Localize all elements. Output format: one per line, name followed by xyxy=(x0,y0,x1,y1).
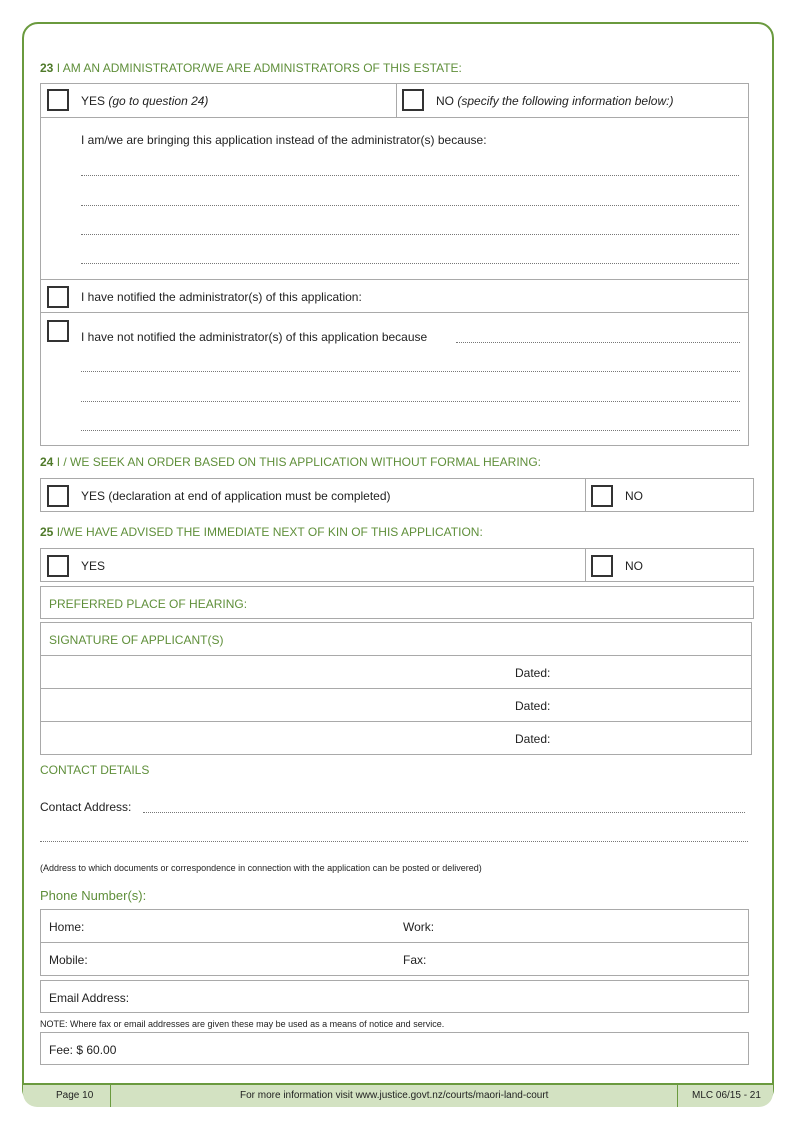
contact-address-label: Contact Address: xyxy=(40,800,132,814)
reason-line-4[interactable] xyxy=(81,263,739,264)
page-number: Page 10 xyxy=(56,1090,94,1101)
dated-label: Dated: xyxy=(515,699,551,713)
mobile-phone-field[interactable]: Mobile: xyxy=(49,953,88,967)
preferred-hearing-field[interactable] xyxy=(40,586,754,619)
q23-notified-row xyxy=(40,279,749,313)
q24-no-label: NO xyxy=(625,489,643,503)
preferred-hearing-label: PREFERRED PLACE OF HEARING: xyxy=(49,597,248,611)
reason-line-2[interactable] xyxy=(81,205,739,206)
footer-info: For more information visit www.justice.govt.nz/courts/maori-land-court xyxy=(240,1090,549,1101)
divider xyxy=(585,549,586,581)
notice-note: NOTE: Where fax or email addresses are given these may be used as a means of notice and service. xyxy=(40,1019,445,1029)
q23-no-label: NO (specify the following information below:) xyxy=(436,94,674,108)
email-field[interactable] xyxy=(40,980,749,1013)
not-notified-line-2[interactable] xyxy=(81,401,740,402)
signature-row[interactable] xyxy=(40,721,752,755)
dated-label: Dated: xyxy=(515,666,551,680)
divider xyxy=(585,479,586,511)
work-phone-field[interactable]: Work: xyxy=(403,920,435,934)
dated-label: Dated: xyxy=(515,732,551,746)
fee-box xyxy=(40,1032,749,1065)
form-code: MLC 06/15 - 21 xyxy=(692,1090,761,1101)
q23-yes-no-row xyxy=(40,83,749,118)
q23-notified-checkbox[interactable] xyxy=(47,286,69,308)
q25-row xyxy=(40,548,754,582)
reason-line-1[interactable] xyxy=(81,175,739,176)
email-label: Email Address: xyxy=(49,991,130,1005)
q23-yes-label: YES (go to question 24) xyxy=(81,94,209,108)
q24-yes-checkbox[interactable] xyxy=(47,485,69,507)
q24-heading: 24 I / WE SEEK AN ORDER BASED ON THIS APPLICATION WITHOUT FORMAL HEARING: xyxy=(40,455,542,469)
q23-heading xyxy=(40,61,462,75)
not-notified-line-0[interactable] xyxy=(456,342,740,343)
signature-row[interactable] xyxy=(40,655,752,689)
q24-row xyxy=(40,478,754,512)
signature-row[interactable] xyxy=(40,688,752,722)
q25-no-label: NO xyxy=(625,559,643,573)
q25-no-checkbox[interactable] xyxy=(591,555,613,577)
reason-line-3[interactable] xyxy=(81,234,739,235)
q23-no-checkbox[interactable] xyxy=(402,89,424,111)
home-phone-field[interactable]: Home: xyxy=(49,920,85,934)
q23-reason-box xyxy=(40,117,749,280)
q23-reason-prompt: I am/we are bringing this application instead of the administrator(s) because: xyxy=(81,133,487,147)
contact-address-note: (Address to which documents or correspondence in connection with the application can be posted or delivered) xyxy=(40,863,482,873)
divider xyxy=(396,84,397,117)
contact-address-line-1[interactable] xyxy=(143,812,745,813)
q25-heading: 25 I/WE HAVE ADVISED THE IMMEDIATE NEXT OF KIN OF THIS APPLICATION: xyxy=(40,525,483,539)
signature-header xyxy=(40,622,752,656)
q25-yes-label: YES xyxy=(81,559,106,573)
contact-heading: CONTACT DETAILS xyxy=(40,763,150,777)
q23-not-notified-label: I have not notified the administrator(s) of this application because xyxy=(81,330,428,344)
q23-title: I AM AN ADMINISTRATOR/WE ARE ADMINISTRATORS OF THIS ESTATE: xyxy=(56,61,462,75)
contact-address-line-2[interactable] xyxy=(40,841,748,842)
not-notified-line-1[interactable] xyxy=(81,371,740,372)
page-footer xyxy=(23,1083,773,1107)
phone-row-2 xyxy=(40,942,749,976)
phone-heading: Phone Number(s): xyxy=(40,888,147,903)
divider xyxy=(677,1085,678,1107)
signature-label: SIGNATURE OF APPLICANT(S) xyxy=(49,633,224,647)
q25-yes-checkbox[interactable] xyxy=(47,555,69,577)
q24-yes-label: YES (declaration at end of application must be completed) xyxy=(81,489,391,503)
fee-label: Fee: $ 60.00 xyxy=(49,1043,117,1057)
q24-no-checkbox[interactable] xyxy=(591,485,613,507)
q23-notified-label: I have notified the administrator(s) of this application: xyxy=(81,290,362,304)
fax-field[interactable]: Fax: xyxy=(403,953,427,967)
divider xyxy=(110,1085,111,1107)
phone-row-1 xyxy=(40,909,749,943)
q23-not-notified-box xyxy=(40,312,749,446)
not-notified-line-3[interactable] xyxy=(81,430,740,431)
q23-yes-checkbox[interactable] xyxy=(47,89,69,111)
q23-not-notified-checkbox[interactable] xyxy=(47,320,69,342)
q23-number: 23 xyxy=(40,61,54,75)
